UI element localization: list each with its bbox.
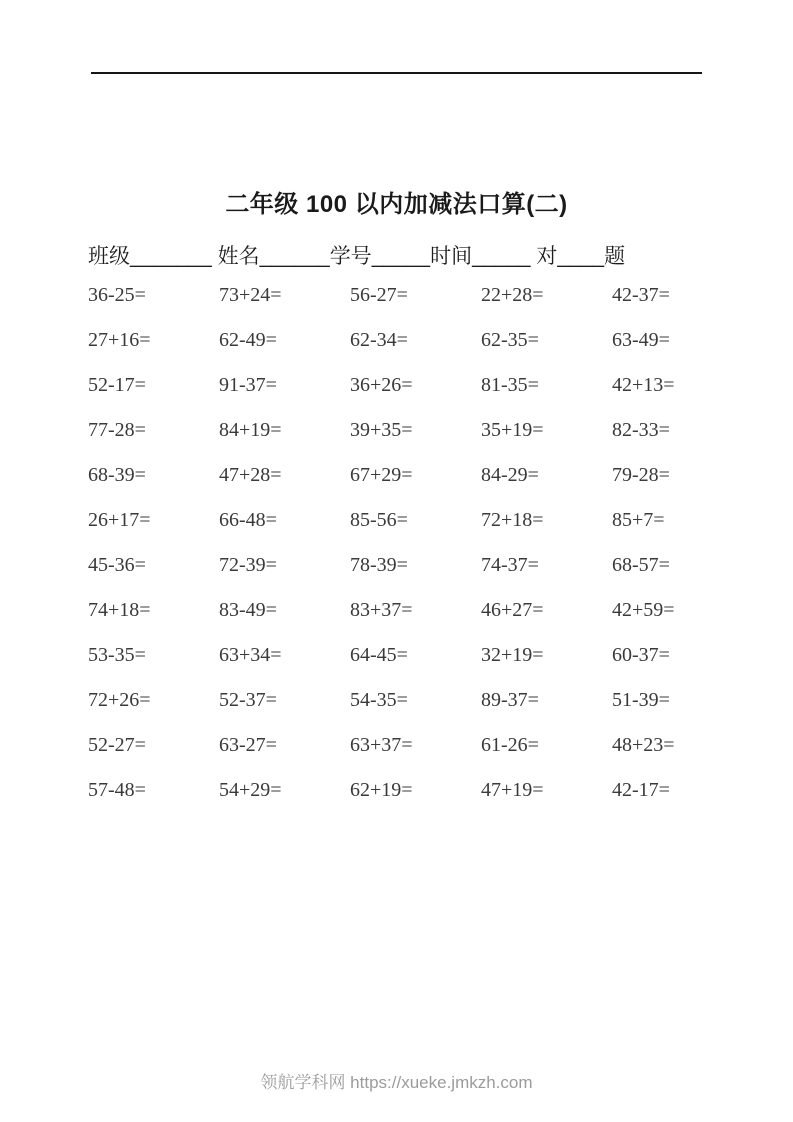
problem-cell: 26+17= (88, 509, 151, 531)
problem-cell: 79-28= (612, 464, 670, 486)
problem-cell: 62-34= (350, 329, 408, 351)
problem-cell: 72-39= (219, 554, 277, 576)
problems-grid (88, 284, 743, 824)
problem-cell: 83-49= (219, 599, 277, 621)
correct-label: 对 (536, 245, 558, 268)
problem-cell: 35+19= (481, 419, 544, 441)
problem-cell: 36-25= (88, 284, 146, 306)
problem-cell: 42-37= (612, 284, 670, 306)
time-label: 时间 (430, 245, 473, 268)
problem-cell: 42-17= (612, 779, 670, 801)
problem-cell: 82-33= (612, 419, 670, 441)
problem-cell: 63+34= (219, 644, 282, 666)
problem-cell: 83+37= (350, 599, 413, 621)
problem-cell: 66-48= (219, 509, 277, 531)
problem-cell: 52-37= (219, 689, 277, 711)
time-blank: _____ (472, 245, 531, 268)
problem-cell: 39+35= (350, 419, 413, 441)
problem-cell: 62-49= (219, 329, 277, 351)
class-label: 班级 (88, 245, 130, 268)
problem-cell: 57-48= (88, 779, 146, 801)
problem-cell: 48+23= (612, 734, 675, 756)
problem-cell: 60-37= (612, 644, 670, 666)
problem-cell: 64-45= (350, 644, 408, 666)
problem-cell: 46+27= (481, 599, 544, 621)
class-blank: _______ (130, 245, 212, 268)
problem-cell: 62+19= (350, 779, 413, 801)
problem-cell: 36+26= (350, 374, 413, 396)
problem-cell: 27+16= (88, 329, 151, 351)
correct-suffix-label: 题 (604, 245, 626, 268)
problem-cell: 52-27= (88, 734, 146, 756)
worksheet-title: 二年级 100 以内加减法口算(二) (225, 191, 568, 218)
problem-cell: 73+24= (219, 284, 282, 306)
problem-cell: 63+37= (350, 734, 413, 756)
student-info-line (88, 240, 625, 270)
problem-cell: 84+19= (219, 419, 282, 441)
problem-cell: 85+7= (612, 509, 665, 531)
problem-cell: 91-37= (219, 374, 277, 396)
header-rule (91, 72, 702, 74)
problem-cell: 68-39= (88, 464, 146, 486)
problem-cell: 42+59= (612, 599, 675, 621)
problem-cell: 63-27= (219, 734, 277, 756)
problem-cell: 67+29= (350, 464, 413, 486)
problem-cell: 62-35= (481, 329, 539, 351)
problem-cell: 54-35= (350, 689, 408, 711)
problem-cell: 51-39= (612, 689, 670, 711)
problem-cell: 54+29= (219, 779, 282, 801)
problem-cell: 72+18= (481, 509, 544, 531)
problem-cell: 22+28= (481, 284, 544, 306)
student-id-label: 学号 (329, 245, 372, 268)
problem-cell: 32+19= (481, 644, 544, 666)
problem-cell: 61-26= (481, 734, 539, 756)
problem-cell: 42+13= (612, 374, 675, 396)
problem-cell: 77-28= (88, 419, 146, 441)
problem-cell: 63-49= (612, 329, 670, 351)
problem-cell: 72+26= (88, 689, 151, 711)
problem-cell: 53-35= (88, 644, 146, 666)
correct-blank: ____ (557, 245, 605, 268)
problem-cell: 85-56= (350, 509, 408, 531)
student-id-blank: _____ (371, 245, 431, 268)
problem-cell: 89-37= (481, 689, 539, 711)
problem-cell: 56-27= (350, 284, 408, 306)
name-label: 姓名 (217, 245, 260, 268)
problem-cell: 45-36= (88, 554, 146, 576)
name-blank: ______ (259, 245, 330, 268)
problem-cell: 84-29= (481, 464, 539, 486)
problem-cell: 47+28= (219, 464, 282, 486)
footer-site-credit: 领航学科网 https://xueke.jmkzh.com (260, 1073, 533, 1092)
problem-cell: 74+18= (88, 599, 151, 621)
problem-cell: 68-57= (612, 554, 670, 576)
problem-cell: 52-17= (88, 374, 146, 396)
problem-cell: 78-39= (350, 554, 408, 576)
problem-cell: 47+19= (481, 779, 544, 801)
problem-cell: 81-35= (481, 374, 539, 396)
problem-cell: 74-37= (481, 554, 539, 576)
